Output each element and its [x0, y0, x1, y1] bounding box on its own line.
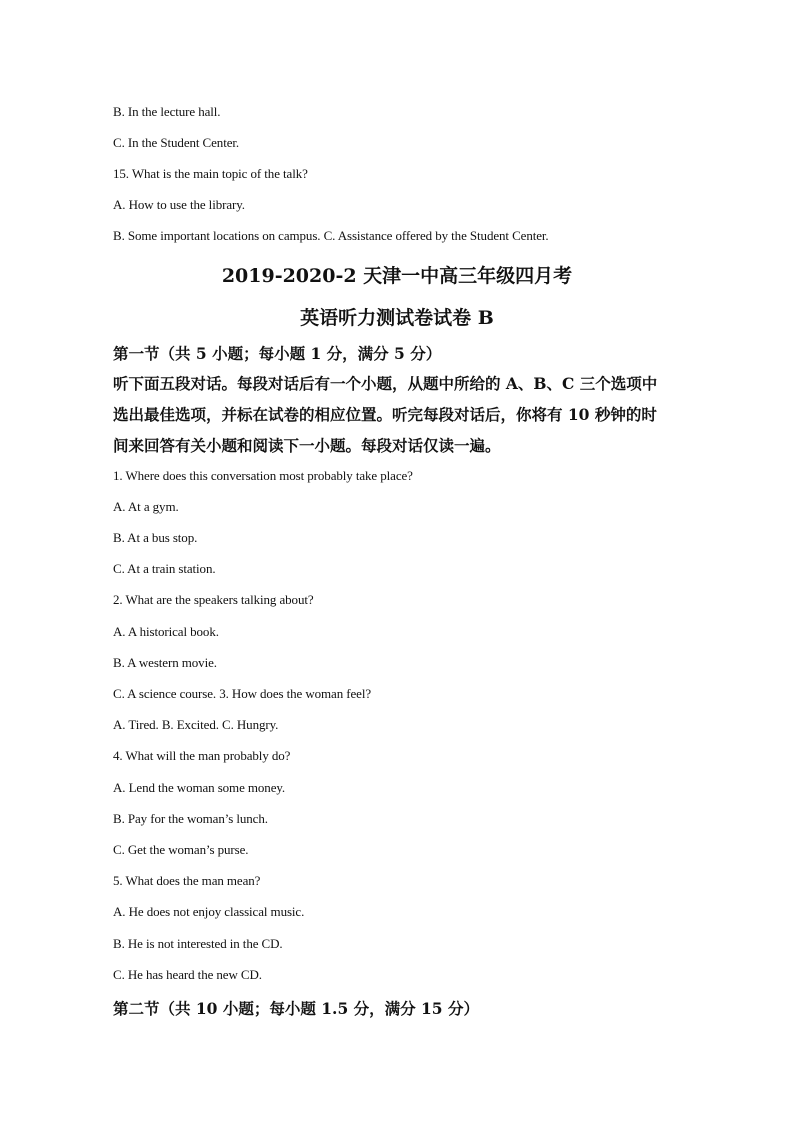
- q1-option-b: B. At a bus stop.: [113, 530, 198, 545]
- section1-instruction-line: 选出最佳选项，并标在试卷的相应位置。听完每段对话后，你将有 10 秒钟的时: [113, 405, 657, 424]
- q14-option-b: B. In the lecture hall.: [113, 104, 221, 119]
- q1-option-c: C. At a train station.: [113, 561, 216, 576]
- exam-subtitle: 英语听力测试卷试卷 B: [300, 307, 494, 329]
- q1-question: 1. Where does this conversation most probably take place?: [113, 468, 413, 483]
- q4-option-a: A. Lend the woman some money.: [113, 780, 286, 795]
- q15-options-bc: B. Some important locations on campus. C. Assistance offered by the Student Center.: [113, 228, 549, 243]
- section2-heading: 第二节（共 10 小题；每小题 1.5 分，满分 15 分）: [113, 999, 479, 1018]
- q3-options: A. Tired. B. Excited. C. Hungry.: [113, 717, 279, 732]
- q2-question: 2. What are the speakers talking about?: [113, 592, 314, 607]
- q4-option-c: C. Get the woman’s purse.: [113, 842, 249, 857]
- q2-option-c-q3-question: C. A science course. 3. How does the woman feel?: [113, 686, 372, 701]
- q14-option-c: C. In the Student Center.: [113, 135, 240, 150]
- section1-heading: 第一节（共 5 小题；每小题 1 分，满分 5 分）: [113, 344, 442, 363]
- q1-option-a: A. At a gym.: [113, 499, 179, 514]
- section1-instruction-line: 间来回答有关小题和阅读下一小题。每段对话仅读一遍。: [113, 436, 501, 455]
- q15-question: 15. What is the main topic of the talk?: [113, 166, 308, 181]
- q15-option-a: A. How to use the library.: [113, 197, 245, 212]
- q2-option-b: B. A western movie.: [113, 655, 217, 670]
- q4-question: 4. What will the man probably do?: [113, 748, 291, 763]
- q4-option-b: B. Pay for the woman’s lunch.: [113, 811, 268, 826]
- exam-title: 2019-2020-2 天津一中高三年级四月考: [221, 265, 573, 287]
- section1-instruction-line: 听下面五段对话。每段对话后有一个小题，从题中所给的 A、B、C 三个选项中: [113, 374, 658, 393]
- q5-question: 5. What does the man mean?: [113, 873, 261, 888]
- q5-option-a: A. He does not enjoy classical music.: [113, 904, 305, 919]
- q5-option-b: B. He is not interested in the CD.: [113, 936, 283, 951]
- q2-option-a: A. A historical book.: [113, 624, 219, 639]
- q5-option-c: C. He has heard the new CD.: [113, 967, 262, 982]
